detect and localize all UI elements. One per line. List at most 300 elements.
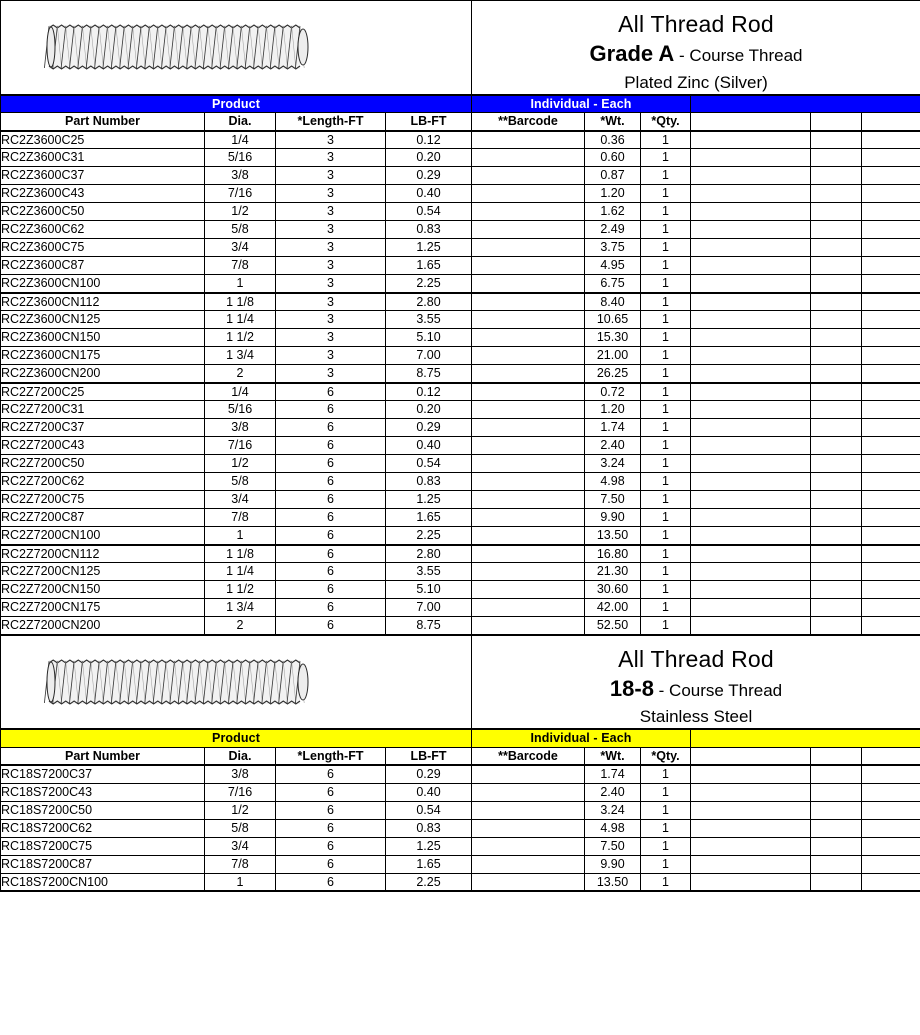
cell-lb-ft: 5.10 (386, 581, 472, 599)
cell-blank-2 (811, 239, 862, 257)
cell-weight: 52.50 (585, 617, 641, 635)
cell-blank-3 (862, 167, 920, 185)
cell-blank-2 (811, 293, 862, 311)
cell-qty: 1 (641, 167, 691, 185)
cell-barcode (472, 599, 585, 617)
cell-qty: 1 (641, 581, 691, 599)
threaded-rod-icon (39, 652, 314, 712)
cell-dia: 5/8 (205, 221, 276, 239)
cell-blank-1 (691, 837, 811, 855)
cell-lb-ft: 5.10 (386, 329, 472, 347)
cell-length-ft: 3 (276, 257, 386, 275)
cell-blank-1 (691, 203, 811, 221)
cell-length-ft: 6 (276, 455, 386, 473)
cell-weight: 0.36 (585, 131, 641, 149)
cell-length-ft: 3 (276, 221, 386, 239)
cell-blank-2 (811, 617, 862, 635)
cell-weight: 9.90 (585, 509, 641, 527)
cell-blank-2 (811, 275, 862, 293)
cell-lb-ft: 8.75 (386, 365, 472, 383)
cell-blank-3 (862, 617, 920, 635)
cell-part-number: RC2Z7200C31 (1, 401, 205, 419)
cell-part-number: RC18S7200C62 (1, 819, 205, 837)
cell-blank-3 (862, 383, 920, 401)
cell-dia: 5/16 (205, 149, 276, 167)
cell-qty: 1 (641, 783, 691, 801)
cell-weight: 1.20 (585, 185, 641, 203)
cell-qty: 1 (641, 527, 691, 545)
cell-blank-3 (862, 873, 920, 891)
cell-blank-2 (811, 563, 862, 581)
cell-weight: 4.98 (585, 819, 641, 837)
cell-qty: 1 (641, 383, 691, 401)
band-individual-each: Individual - Each (472, 95, 691, 113)
table-row (1, 545, 920, 563)
cell-lb-ft: 0.83 (386, 221, 472, 239)
cell-blank-2 (811, 329, 862, 347)
cell-lb-ft: 1.65 (386, 855, 472, 873)
cell-blank-1 (691, 599, 811, 617)
cell-dia: 1 3/4 (205, 347, 276, 365)
table-row (1, 329, 920, 347)
cell-length-ft: 6 (276, 473, 386, 491)
cell-barcode (472, 383, 585, 401)
cell-blank-2 (811, 783, 862, 801)
cell-lb-ft: 1.65 (386, 257, 472, 275)
cell-length-ft: 6 (276, 545, 386, 563)
cell-dia: 7/8 (205, 257, 276, 275)
cell-barcode (472, 257, 585, 275)
cell-part-number: RC2Z3600CN112 (1, 293, 205, 311)
cell-blank-3 (862, 203, 920, 221)
catalog-table-body (1, 1, 920, 892)
cell-barcode (472, 347, 585, 365)
cell-blank-3 (862, 581, 920, 599)
cell-barcode (472, 419, 585, 437)
cell-blank-1 (691, 581, 811, 599)
cell-weight: 0.72 (585, 383, 641, 401)
cell-weight: 6.75 (585, 275, 641, 293)
section-masthead (1, 1, 920, 95)
cell-dia: 7/8 (205, 509, 276, 527)
cell-dia: 1/2 (205, 203, 276, 221)
cell-part-number: RC2Z3600C43 (1, 185, 205, 203)
cell-length-ft: 6 (276, 819, 386, 837)
cell-dia: 1 1/4 (205, 563, 276, 581)
cell-weight: 1.20 (585, 401, 641, 419)
cell-length-ft: 6 (276, 419, 386, 437)
cell-dia: 2 (205, 617, 276, 635)
cell-lb-ft: 2.25 (386, 873, 472, 891)
cell-blank-2 (811, 383, 862, 401)
cell-barcode (472, 203, 585, 221)
cell-barcode (472, 311, 585, 329)
cell-part-number: RC2Z7200C75 (1, 491, 205, 509)
cell-dia: 1/4 (205, 383, 276, 401)
cell-barcode (472, 149, 585, 167)
cell-weight: 4.98 (585, 473, 641, 491)
cell-qty: 1 (641, 347, 691, 365)
cell-lb-ft: 2.25 (386, 275, 472, 293)
cell-dia: 1 (205, 873, 276, 891)
cell-dia: 7/8 (205, 855, 276, 873)
col-header-length-ft: *Length-FT (276, 113, 386, 131)
cell-lb-ft: 8.75 (386, 617, 472, 635)
cell-barcode (472, 765, 585, 783)
cell-weight: 10.65 (585, 311, 641, 329)
cell-blank-1 (691, 491, 811, 509)
cell-blank-1 (691, 783, 811, 801)
cell-blank-3 (862, 491, 920, 509)
cell-dia: 1 1/2 (205, 581, 276, 599)
table-row (1, 203, 920, 221)
cell-qty: 1 (641, 765, 691, 783)
cell-blank-3 (862, 221, 920, 239)
cell-barcode (472, 491, 585, 509)
col-header-dia: Dia. (205, 747, 276, 765)
band-extra (691, 729, 920, 747)
cell-dia: 7/16 (205, 185, 276, 203)
cell-part-number: RC2Z7200C37 (1, 419, 205, 437)
cell-part-number: RC18S7200C37 (1, 765, 205, 783)
cell-blank-3 (862, 599, 920, 617)
cell-lb-ft: 1.25 (386, 491, 472, 509)
cell-qty: 1 (641, 617, 691, 635)
col-header-lb-ft: LB-FT (386, 113, 472, 131)
cell-dia: 5/16 (205, 401, 276, 419)
cell-blank-1 (691, 563, 811, 581)
cell-blank-1 (691, 873, 811, 891)
cell-barcode (472, 221, 585, 239)
section-thread-label: - Course Thread (653, 681, 783, 701)
cell-qty: 1 (641, 275, 691, 293)
cell-blank-1 (691, 131, 811, 149)
cell-weight: 1.74 (585, 419, 641, 437)
table-row (1, 599, 920, 617)
cell-blank-1 (691, 419, 811, 437)
table-row (1, 617, 920, 635)
cell-qty: 1 (641, 819, 691, 837)
threaded-rod-icon (39, 17, 314, 77)
cell-barcode (472, 455, 585, 473)
cell-qty: 1 (641, 221, 691, 239)
cell-qty: 1 (641, 203, 691, 221)
cell-barcode (472, 527, 585, 545)
cell-dia: 1 1/8 (205, 293, 276, 311)
cell-blank-2 (811, 819, 862, 837)
cell-weight: 8.40 (585, 293, 641, 311)
cell-barcode (472, 329, 585, 347)
cell-lb-ft: 0.29 (386, 765, 472, 783)
band-extra (691, 95, 920, 113)
col-header-blank-3 (862, 747, 920, 765)
cell-barcode (472, 167, 585, 185)
cell-blank-1 (691, 527, 811, 545)
product-illustration-cell (1, 635, 472, 730)
cell-blank-3 (862, 837, 920, 855)
section-title-line2 (478, 675, 914, 703)
cell-lb-ft: 2.25 (386, 527, 472, 545)
cell-length-ft: 6 (276, 581, 386, 599)
cell-length-ft: 3 (276, 365, 386, 383)
cell-weight: 1.74 (585, 765, 641, 783)
cell-blank-3 (862, 473, 920, 491)
cell-lb-ft: 2.80 (386, 545, 472, 563)
section-title-line2 (478, 40, 914, 68)
cell-length-ft: 6 (276, 437, 386, 455)
cell-blank-1 (691, 329, 811, 347)
col-header-wt: *Wt. (585, 747, 641, 765)
cell-lb-ft: 1.25 (386, 837, 472, 855)
cell-weight: 2.40 (585, 437, 641, 455)
table-row (1, 239, 920, 257)
cell-blank-2 (811, 401, 862, 419)
cell-qty: 1 (641, 131, 691, 149)
table-row (1, 509, 920, 527)
cell-blank-1 (691, 293, 811, 311)
col-header-length-ft: *Length-FT (276, 747, 386, 765)
cell-blank-2 (811, 509, 862, 527)
cell-blank-2 (811, 527, 862, 545)
cell-qty: 1 (641, 509, 691, 527)
table-row (1, 783, 920, 801)
cell-dia: 1/2 (205, 801, 276, 819)
cell-lb-ft: 0.29 (386, 167, 472, 185)
cell-dia: 3/4 (205, 491, 276, 509)
cell-blank-1 (691, 347, 811, 365)
cell-lb-ft: 7.00 (386, 347, 472, 365)
table-row (1, 581, 920, 599)
cell-length-ft: 6 (276, 873, 386, 891)
cell-barcode (472, 275, 585, 293)
table-row (1, 311, 920, 329)
cell-barcode (472, 819, 585, 837)
cell-part-number: RC2Z3600C50 (1, 203, 205, 221)
cell-blank-2 (811, 347, 862, 365)
cell-barcode (472, 473, 585, 491)
cell-length-ft: 6 (276, 617, 386, 635)
cell-blank-1 (691, 855, 811, 873)
cell-lb-ft: 0.54 (386, 801, 472, 819)
cell-weight: 13.50 (585, 873, 641, 891)
cell-qty: 1 (641, 837, 691, 855)
cell-length-ft: 3 (276, 275, 386, 293)
table-row (1, 275, 920, 293)
cell-lb-ft: 0.83 (386, 819, 472, 837)
cell-barcode (472, 617, 585, 635)
section-material-label: Stainless Steel (639, 707, 753, 727)
cell-blank-3 (862, 275, 920, 293)
cell-length-ft: 3 (276, 185, 386, 203)
cell-dia: 3/8 (205, 419, 276, 437)
cell-qty: 1 (641, 257, 691, 275)
cell-barcode (472, 563, 585, 581)
cell-dia: 7/16 (205, 437, 276, 455)
cell-blank-2 (811, 599, 862, 617)
cell-weight: 4.95 (585, 257, 641, 275)
cell-barcode (472, 437, 585, 455)
cell-length-ft: 6 (276, 401, 386, 419)
cell-length-ft: 6 (276, 801, 386, 819)
cell-barcode (472, 509, 585, 527)
cell-lb-ft: 3.55 (386, 563, 472, 581)
cell-qty: 1 (641, 365, 691, 383)
cell-blank-1 (691, 275, 811, 293)
band-product: Product (1, 729, 472, 747)
cell-length-ft: 3 (276, 329, 386, 347)
cell-blank-2 (811, 311, 862, 329)
cell-part-number: RC2Z3600C87 (1, 257, 205, 275)
cell-dia: 1 3/4 (205, 599, 276, 617)
cell-blank-2 (811, 221, 862, 239)
col-header-part-number: Part Number (1, 113, 205, 131)
cell-blank-3 (862, 801, 920, 819)
cell-qty: 1 (641, 855, 691, 873)
table-row (1, 765, 920, 783)
cell-dia: 3/4 (205, 239, 276, 257)
cell-length-ft: 6 (276, 383, 386, 401)
cell-dia: 5/8 (205, 473, 276, 491)
cell-blank-2 (811, 131, 862, 149)
cell-blank-1 (691, 765, 811, 783)
cell-lb-ft: 0.83 (386, 473, 472, 491)
cell-lb-ft: 3.55 (386, 311, 472, 329)
cell-lb-ft: 0.12 (386, 131, 472, 149)
col-header-lb-ft: LB-FT (386, 747, 472, 765)
cell-part-number: RC2Z7200C50 (1, 455, 205, 473)
cell-blank-3 (862, 257, 920, 275)
cell-weight: 9.90 (585, 855, 641, 873)
cell-blank-2 (811, 765, 862, 783)
cell-blank-1 (691, 801, 811, 819)
cell-blank-1 (691, 401, 811, 419)
section-masthead (1, 635, 920, 730)
cell-blank-3 (862, 765, 920, 783)
cell-blank-3 (862, 455, 920, 473)
cell-blank-2 (811, 855, 862, 873)
cell-blank-1 (691, 455, 811, 473)
cell-qty: 1 (641, 293, 691, 311)
col-header-barcode: **Barcode (472, 747, 585, 765)
cell-dia: 1 1/4 (205, 311, 276, 329)
cell-lb-ft: 0.12 (386, 383, 472, 401)
section-title-line1: All Thread Rod (618, 645, 774, 672)
table-row (1, 455, 920, 473)
table-row (1, 437, 920, 455)
table-row (1, 873, 920, 891)
cell-barcode (472, 365, 585, 383)
cell-barcode (472, 293, 585, 311)
cell-weight: 30.60 (585, 581, 641, 599)
cell-blank-2 (811, 257, 862, 275)
band-product: Product (1, 95, 472, 113)
cell-weight: 1.62 (585, 203, 641, 221)
col-header-part-number: Part Number (1, 747, 205, 765)
band-individual-each: Individual - Each (472, 729, 691, 747)
cell-weight: 3.24 (585, 801, 641, 819)
cell-part-number: RC2Z3600C62 (1, 221, 205, 239)
cell-part-number: RC18S7200C75 (1, 837, 205, 855)
col-header-dia: Dia. (205, 113, 276, 131)
cell-blank-3 (862, 563, 920, 581)
cell-lb-ft: 0.54 (386, 455, 472, 473)
cell-weight: 0.60 (585, 149, 641, 167)
cell-dia: 7/16 (205, 783, 276, 801)
table-row (1, 131, 920, 149)
cell-lb-ft: 7.00 (386, 599, 472, 617)
cell-weight: 42.00 (585, 599, 641, 617)
cell-blank-3 (862, 329, 920, 347)
cell-blank-2 (811, 185, 862, 203)
cell-blank-2 (811, 455, 862, 473)
cell-blank-3 (862, 365, 920, 383)
cell-part-number: RC2Z7200CN125 (1, 563, 205, 581)
cell-blank-3 (862, 401, 920, 419)
cell-blank-2 (811, 581, 862, 599)
cell-lb-ft: 0.20 (386, 401, 472, 419)
group-band-row (1, 729, 920, 747)
cell-blank-1 (691, 167, 811, 185)
cell-dia: 1 (205, 275, 276, 293)
table-row (1, 383, 920, 401)
table-row (1, 491, 920, 509)
section-title-cell (472, 635, 920, 730)
cell-blank-2 (811, 873, 862, 891)
cell-dia: 1/2 (205, 455, 276, 473)
table-row (1, 837, 920, 855)
cell-part-number: RC2Z3600CN100 (1, 275, 205, 293)
cell-blank-3 (862, 293, 920, 311)
col-header-qty: *Qty. (641, 113, 691, 131)
cell-blank-2 (811, 437, 862, 455)
cell-qty: 1 (641, 419, 691, 437)
cell-blank-1 (691, 185, 811, 203)
cell-blank-3 (862, 855, 920, 873)
cell-blank-1 (691, 545, 811, 563)
cell-blank-3 (862, 419, 920, 437)
section-grade-label: Grade A (589, 41, 675, 67)
cell-blank-2 (811, 801, 862, 819)
cell-lb-ft: 1.65 (386, 509, 472, 527)
cell-qty: 1 (641, 491, 691, 509)
cell-part-number: RC2Z7200C43 (1, 437, 205, 455)
col-header-barcode: **Barcode (472, 113, 585, 131)
table-row (1, 527, 920, 545)
cell-qty: 1 (641, 545, 691, 563)
cell-part-number: RC18S7200C87 (1, 855, 205, 873)
cell-barcode (472, 581, 585, 599)
cell-dia: 5/8 (205, 819, 276, 837)
cell-dia: 1 1/2 (205, 329, 276, 347)
table-row (1, 401, 920, 419)
section-material-label: Plated Zinc (Silver) (624, 72, 768, 92)
table-row (1, 855, 920, 873)
cell-qty: 1 (641, 401, 691, 419)
table-row (1, 221, 920, 239)
cell-blank-1 (691, 509, 811, 527)
cell-blank-2 (811, 167, 862, 185)
cell-weight: 7.50 (585, 837, 641, 855)
cell-weight: 21.30 (585, 563, 641, 581)
cell-weight: 0.87 (585, 167, 641, 185)
cell-blank-1 (691, 257, 811, 275)
cell-blank-2 (811, 473, 862, 491)
cell-blank-1 (691, 437, 811, 455)
cell-blank-3 (862, 239, 920, 257)
table-row (1, 293, 920, 311)
col-header-wt: *Wt. (585, 113, 641, 131)
cell-dia: 1 (205, 527, 276, 545)
